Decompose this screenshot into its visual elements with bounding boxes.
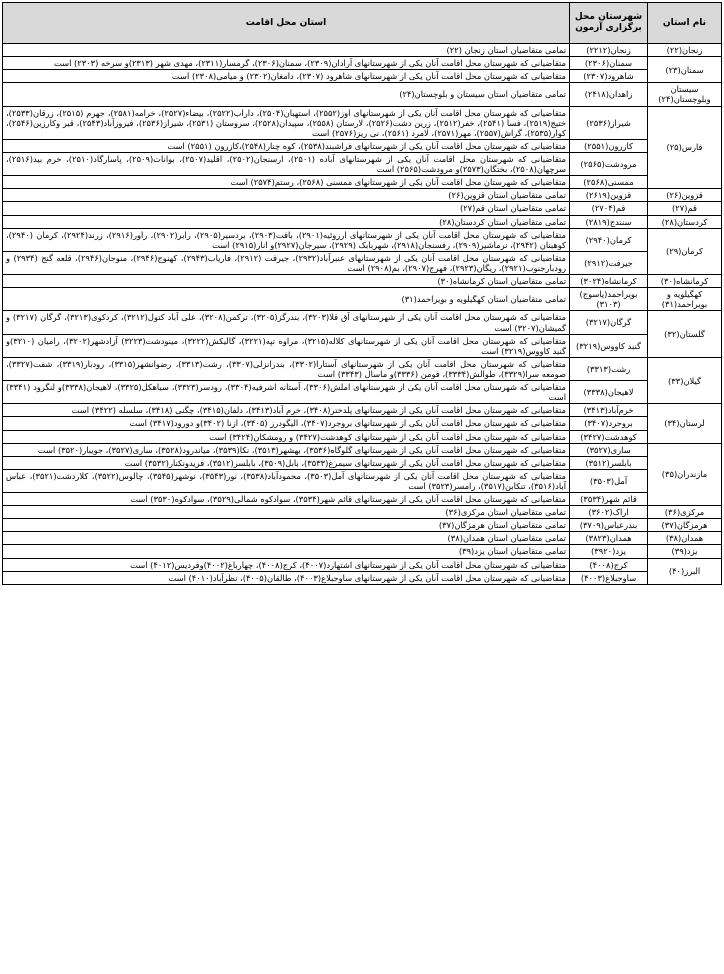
residence-cell: متقاضیانی که شهرستان محل اقامت آنان یکی از شهرستانهای قائم شهر(۳۵۳۴)، سوادکوه شمالی(۳۵۲۹)، سوادکوه(۳۵۳۰) است [3,493,570,506]
residence-cell: متقاضیانی که شهرستان محل اقامت آنان یکی از شهرستانهای پلدختر(۳۴۰۸)، خرم آباد(۳۴۱۳)، دلفان(۳۴۱۵)، چگنی (۳۴۱۸)، سلسله (۳۴۲۲) است [3,404,570,417]
province-cell: لرستان(۳۴) [648,404,722,443]
exam-city-cell: قزوین(۲۶۱۹) [570,189,648,202]
residence-cell: متقاضیانی که شهرستان محل اقامت آنان یکی از شهرستانهای کلاله(۳۲۱۵)، مراوه تپه(۳۲۲۱)، گالیکش(۳۲۲۲)، مینودشت(۳۲۲۳) آزادشهر(۳۲۰۲)، رامیان (۳۲۱۰)و گنبد کاووس(۳۲۱۹) است [3,334,570,357]
table-row [3,443,722,456]
exam-city-cell: گنبد کاووس(۳۲۱۹) [570,334,648,357]
table-row [3,493,722,506]
province-cell: زنجان(۲۲) [648,44,722,57]
table-row [3,44,722,57]
exam-city-cell: مرودشت(۲۵۶۵) [570,152,648,175]
residence-cell: متقاضیانی که شهرستان محل اقامت آنان یکی از شهرستانهای کوهدشت(۳۴۲۷) و رومشکان(۳۴۲۴) است [3,430,570,443]
exam-city-cell: قائم شهر(۳۵۳۴) [570,493,648,506]
table-row [3,202,722,215]
residence-cell: متقاضیانی که شهرستان محل اقامت آنان یکی از شهرستانهای بروجرد(۳۴۰۷)، الیگودرز (۳۴۰۵)، ازنا (۳۴۰۲)و دورود(۳۴۱۷) است [3,417,570,430]
table-row [3,545,722,558]
residence-cell: متقاضیانی که شهرستان محل اقامت آنان یکی از شهرستانهای ساوجبلاغ(۴۰۰۳)، طالقان(۴۰۰۵)، نظرآباد(۴۰۱۰) است [3,571,570,584]
header-row [3,3,722,44]
table-row [3,558,722,571]
table-row [3,106,722,139]
residence-cell: متقاضیانی که شهرستان محل اقامت آنان یکی از شهرستانهای فراشبند(۲۵۳۸)، کوه چنار(۲۵۴۸)،کازرون (۲۵۵۱) است [3,139,570,152]
table-row [3,215,722,228]
table-row [3,139,722,152]
province-cell: کرمان(۲۹) [648,228,722,274]
exam-city-cell: رشت(۳۳۱۳) [570,357,648,380]
residence-cell: متقاضیانی که شهرستان محل اقامت آنان یکی از شهرستانهای ارزوئیه(۲۹۰۱)، بافت(۲۹۰۳)، بردسیر(۲۹۰۵)، رابر(۲۹۰۲)، راور(۲۹۱۶)، زرند(۲۹۲۴)، کرمان (۲۹۴۰)، کوهبنان (۲۹۴۲)، نرماشیر(۲۹۰۹)، رفسنجان(۲۹۱۸)، شهربابک (۲۹۲۹)، سیرجان(۲۹۲۷)و انار(۲۹۱۵) است [3,228,570,251]
residence-cell: تمامی متقاضیان استان زنجان (۲۲) [3,44,570,57]
exam-city-cell: اراک(۳۶۰۲) [570,506,648,519]
table-row [3,404,722,417]
exam-location-table [2,2,722,585]
exam-city-cell: کازرون(۲۵۵۱) [570,139,648,152]
residence-cell: تمامی متقاضیان استان کرمانشاه(۳۰) [3,275,570,288]
residence-cell: تمامی متقاضیان استان قم(۲۷) [3,202,570,215]
exam-city-cell: جیرفت(۲۹۱۲) [570,251,648,274]
exam-city-cell: آمل(۳۵۰۳) [570,469,648,492]
residence-cell: تمامی متقاضیان استان هرمزگان(۳۷) [3,519,570,532]
residence-cell: تمامی متقاضیان استان مرکزی(۳۶) [3,506,570,519]
exam-city-cell: ممسنی(۲۵۶۸) [570,176,648,189]
residence-cell: تمامی متقاضیان استان قزوین(۲۶) [3,189,570,202]
province-cell: یزد(۳۹) [648,545,722,558]
residence-cell: متقاضیانی که شهرستان محل اقامت آنان یکی از شهرستانهای عنبرآباد(۲۹۳۲)، جیرفت (۲۹۱۲)، فاریاب(۲۹۴۳)، کهنوج(۲۹۴۶)، منوجان(۲۹۴۶)، قلعه گنج (۲۹۳۴) و رودبارجنوب(۲۹۲۱)، ریگان(۲۹۲۳)، فهرج(۲۹۰۷)، بم(۲۹۰۸) است [3,251,570,274]
exam-city-cell: شیراز(۲۵۳۶) [570,106,648,139]
table-row [3,532,722,545]
exam-city-cell: کرج(۴۰۰۸) [570,558,648,571]
exam-city-cell: ساوجبلاغ(۴۰۰۳) [570,571,648,584]
residence-cell: متقاضیانی که شهرستان محل اقامت آنان یکی از شهرستانهای گلوگاه(۳۵۳۶)، بهشهر(۳۵۱۳)، نکا(۳۵۳۹)، میاندرود(۳۵۲۸)، ساری(۳۵۲۷)، جویبار(۳۵۲۰) است [3,443,570,456]
province-cell: گیلان(۳۳) [648,357,722,403]
exam-city-cell: زنجان(۲۲۱۲) [570,44,648,57]
table-row [3,83,722,106]
exam-city-cell: قم(۲۷۰۴) [570,202,648,215]
residence-cell: تمامی متقاضیان استان سیستان و بلوچستان(۲۴) [3,83,570,106]
residence-cell: متقاضیانی که شهرستان محل اقامت آنان یکی از شهرستانهای آمل(۳۵۰۳)، محمودآباد(۳۵۳۸)، نور(۳۵۴۳)، نوشهر(۳۵۴۵)، چالوس(۳۵۲۲)، کلاردشت(۳۵۲۱)، عباس آباد(۳۵۱۶)، تنکابن(۳۵۱۷)، رامسر(۳۵۲۳) است [3,469,570,492]
table-row [3,571,722,584]
table-row [3,176,722,189]
province-cell: گلستان(۳۲) [648,311,722,357]
table-row [3,381,722,404]
exam-city-cell: یزد(۳۹۲۰) [570,545,648,558]
table-row [3,430,722,443]
table-row [3,251,722,274]
province-cell: مازندران(۳۵) [648,443,722,506]
table-row [3,519,722,532]
residence-cell: متقاضیانی که شهرستان محل اقامت آنان یکی از شهرستانهای ممسنی (۲۵۶۸)، رستم(۲۵۷۴) است [3,176,570,189]
province-cell: سیستان وبلوچستان(۲۴) [648,83,722,106]
province-cell: البرز(۴۰) [648,558,722,584]
table-row [3,334,722,357]
table-row [3,311,722,334]
exam-city-cell: ساری(۳۵۲۷) [570,443,648,456]
exam-city-cell: بروجرد(۳۴۰۷) [570,417,648,430]
residence-cell: متقاضیانی که شهرستان محل اقامت آنان یکی از شهرستانهای آستارا(۳۳۰۲)، بندرانزلی(۳۳۰۷)، رشت(۳۳۱۳)، رضوانشهر(۳۳۱۵)، رودبار(۳۳۱۹)، شفت(۳۳۲۷)، صومعه سرا(۳۳۲۹)، طوالش(۳۳۳۴)، فومن (۳۳۳۶)و ماسال (۳۳۴۳) است [3,357,570,380]
exam-city-cell: بندرعباس(۳۷۰۹) [570,519,648,532]
residence-cell: متقاضیانی که شهرستان محل اقامت آنان یکی از شهرستانهای سیمرغ(۳۵۳۳)، بابل(۳۵۰۹)، بابلسر(۳۵۱۲)، فریدونکنار(۳۵۳۲) است [3,456,570,469]
table-body [3,44,722,585]
table-row [3,228,722,251]
province-cell: سمنان(۲۳) [648,57,722,83]
province-cell: قم(۲۷) [648,202,722,215]
exam-city-cell: سنندج(۲۸۱۹) [570,215,648,228]
exam-city-cell: کرمان(۲۹۴۰) [570,228,648,251]
exam-city-cell: زاهدان(۲۴۱۸) [570,83,648,106]
province-cell: کردستان(۲۸) [648,215,722,228]
province-cell: همدان(۳۸) [648,532,722,545]
exam-city-cell: کوهدشت(۳۴۲۷) [570,430,648,443]
table-row [3,357,722,380]
header-residence: استان محل اقامت [3,3,570,44]
table-row [3,417,722,430]
residence-cell: متقاضیانی که شهرستان محل اقامت آنان یکی از شهرستانهای آق قلا(۳۲۰۳)، بندرگز(۳۲۰۵)، ترکمن(۳۲۰۸)، علی آباد کتول(۳۲۱۲)، کردکوی(۳۲۱۳)، گرگان (۳۲۱۷) و گمیشان(۳۲۰۷) است [3,311,570,334]
table-row [3,189,722,202]
table-row [3,275,722,288]
exam-city-cell: سمنان(۲۳۰۶) [570,57,648,70]
residence-cell: تمامی متقاضیان استان همدان(۳۸) [3,532,570,545]
table-row [3,469,722,492]
residence-cell: تمامی متقاضیان استان یزد(۳۹) [3,545,570,558]
table-row [3,288,722,311]
province-cell: فارس(۲۵) [648,106,722,189]
table-row [3,57,722,70]
exam-city-cell: گرگان(۳۲۱۷) [570,311,648,334]
residence-cell: تمامی متقاضیان استان کهگیلویه و بویراحمد(۳۱) [3,288,570,311]
province-cell: کرمانشاه(۳۰) [648,275,722,288]
province-cell: کهگیلویه و بویراحمد(۳۱) [648,288,722,311]
residence-cell: متقاضیانی که شهرستان محل اقامت آنان یکی از شهرستانهای آرادان(۲۳۰۹)، سمنان(۲۳۰۶)، گرمسار(۲۳۱۱)، مهدی شهر (۲۳۱۳)و سرخه (۲۳۰۳) است [3,57,570,70]
exam-city-cell: لاهیجان(۳۳۳۸) [570,381,648,404]
table-row [3,506,722,519]
residence-cell: تمامی متقاضیان استان کردستان(۲۸) [3,215,570,228]
province-cell: مرکزی(۳۶) [648,506,722,519]
exam-city-cell: همدان(۳۸۲۳) [570,532,648,545]
exam-city-cell: بویراحمد(یاسوج)(۳۱۰۳) [570,288,648,311]
table-row [3,70,722,83]
exam-city-cell: خرم‌آباد(۳۴۱۳) [570,404,648,417]
header-city: شهرستان محل برگزاری آزمون [570,3,648,44]
residence-cell: متقاضیانی که شهرستان محل اقامت آنان یکی از شهرستانهای املش(۳۳۰۶)، آستانه اشرفیه(۳۳۰۴)، رودسر(۳۳۲۳)، سیاهکل(۳۳۲۵)، لاهیجان(۳۳۳۸)و لنگرود (۳۳۴۱) است [3,381,570,404]
exam-city-cell: بابلسر(۳۵۱۲) [570,456,648,469]
residence-cell: متقاضیانی که شهرستان محل اقامت آنان یکی از شهرستانهای اشتهارد(۴۰۰۷)، کرج(۴۰۰۸)، چهارباغ(۴۰۰۲)وفردیس(۴۰۱۲) است [3,558,570,571]
header-province: نام استان [648,3,722,44]
exam-city-cell: کرمانشاه(۳۰۲۴) [570,275,648,288]
table-row [3,456,722,469]
province-cell: هرمزگان(۳۷) [648,519,722,532]
residence-cell: متقاضیانی که شهرستان محل اقامت آنان یکی از شهرستانهای اوز(۲۵۵۲)، استهبان(۲۵۰۴)، داراب(۲۵۲۲)، بیضاء(۲۵۲۷)، خرامه(۲۵۸۱)، جهرم (۲۵۱۵)، زرقان(۲۵۳۳)، ختیج(۲۵۱۹)، فسا (۲۵۴۱)، خفر(۲۵۱۲)، زرین دشت(۲۵۲۶)، لارستان (۲۵۵۸)، سپیدان(۲۵۲۸)، سروستان (۲۵۳۱)، شیراز(۲۵۳۶)، فیروزآباد(۲۵۴۳)، قیر وکارزین(۲۵۴۶)، کوار(۲۵۳۵)، گراش(۲۵۵۷)، مهر(۲۵۷۱)، لامرد (۲۵۶۱)، نی ریز(۲۵۷۶) است [3,106,570,139]
exam-city-cell: شاهرود(۲۳۰۷) [570,70,648,83]
province-cell: قزوین(۲۶) [648,189,722,202]
residence-cell: متقاضیانی که شهرستان محل اقامت آنان یکی از شهرستانهای شاهرود (۲۳۰۷)، دامغان(۲۳۰۲) و میامی(۲۳۰۸) است [3,70,570,83]
residence-cell: متقاضیانی که شهرستان محل اقامت آنان یکی از شهرستانهای آباده (۲۵۰۱)، ارسنجان(۲۵۰۲)، اقلید(۲۵۰۷)، بوانات(۲۵۰۹)، پاسارگاد(۲۵۱۰)، خرم بید(۲۵۱۶)، سرچهان(۲۵۰۸)، بختگان(۲۵۷۳)و مرودشت(۲۵۶۵) است [3,152,570,175]
table-row [3,152,722,175]
